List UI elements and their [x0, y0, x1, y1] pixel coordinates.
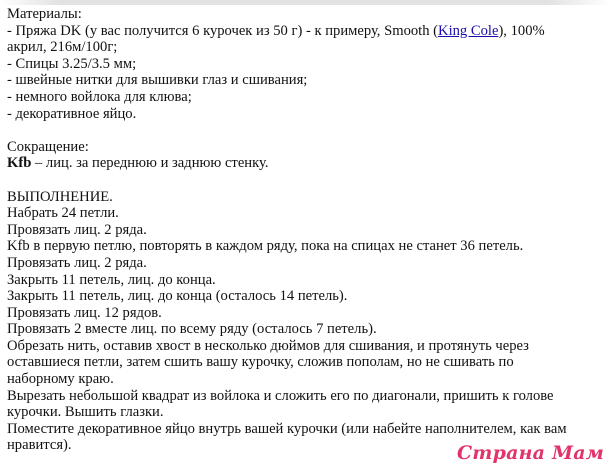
instruction-line: Обрезать нить, оставив хвост в несколько дюймов для сшивания, и протянуть через	[7, 337, 529, 354]
materials-yarn-text-end: ), 100%	[498, 22, 545, 39]
instruction-line: Провязать лиц. 2 ряда.	[7, 254, 147, 271]
instruction-line: Поместите декоративное яйцо внутрь вашей курочки (или набейте наполнителем, как вам	[7, 420, 567, 437]
instruction-line: наборному краю.	[7, 371, 114, 388]
top-border-strip	[0, 0, 610, 5]
abbreviations-section	[7, 139, 605, 172]
instruction-line: Набрать 24 петли.	[7, 205, 119, 222]
instruction-line: оставшиеся петли, затем сшить вашу курочку, сложив пополам, но не сшивать по	[7, 354, 514, 371]
instruction-line: Kfb в первую петлю, повторять в каждом ряду, пока на спицах не станет 36 петель.	[7, 238, 524, 255]
spacer	[7, 172, 605, 189]
site-watermark: Страна Мам	[456, 442, 604, 464]
instruction-line: Провязать лиц. 12 рядов.	[7, 304, 162, 321]
instruction-line: Закрыть 11 петель, лиц. до конца.	[7, 271, 216, 288]
instruction-line: Вырезать небольшой квадрат из войлока и сложить его по диагонали, пришить к голове	[7, 387, 554, 404]
materials-line-needles: - Спицы 3.25/3.5 мм;	[7, 55, 137, 72]
materials-heading: Материалы:	[7, 6, 82, 22]
materials-section	[7, 6, 605, 122]
instruction-line: нравится).	[7, 437, 72, 454]
instruction-line: Провязать лиц. 2 ряда.	[7, 221, 147, 238]
materials-line-yarn	[7, 23, 605, 40]
abbreviations-heading: Сокращение:	[7, 138, 89, 155]
materials-yarn-text: - Пряжа DK (у вас получится 6 курочек из 50 г) - к примеру, Smooth (	[7, 22, 439, 39]
materials-line-yarn-cont: акрил, 216м/100г;	[7, 39, 118, 56]
materials-line-felt: - немного войлока для клюва;	[7, 88, 192, 105]
king-cole-link[interactable]: King Cole	[438, 22, 499, 39]
instructions-section	[7, 189, 605, 455]
document-body	[7, 6, 605, 454]
abbreviation-definition: – лиц. за переднюю и заднюю стенку.	[31, 155, 269, 172]
abbreviation-kfb	[7, 155, 605, 172]
instruction-line: Закрыть 11 петель, лиц. до конца (осталось 14 петель).	[7, 288, 348, 305]
instructions-heading: ВЫПОЛНЕНИЕ.	[7, 188, 113, 205]
materials-line-thread: - швейные нитки для вышивки глаз и сшивания;	[7, 72, 308, 89]
abbreviation-term: Kfb	[7, 155, 32, 172]
instruction-line: Провязать 2 вместе лиц. по всему ряду (осталось 7 петель).	[7, 321, 377, 338]
materials-line-egg: - декоративное яйцо.	[7, 105, 137, 122]
spacer	[7, 122, 605, 139]
instruction-line: курочки. Вышить глазки.	[7, 404, 164, 421]
